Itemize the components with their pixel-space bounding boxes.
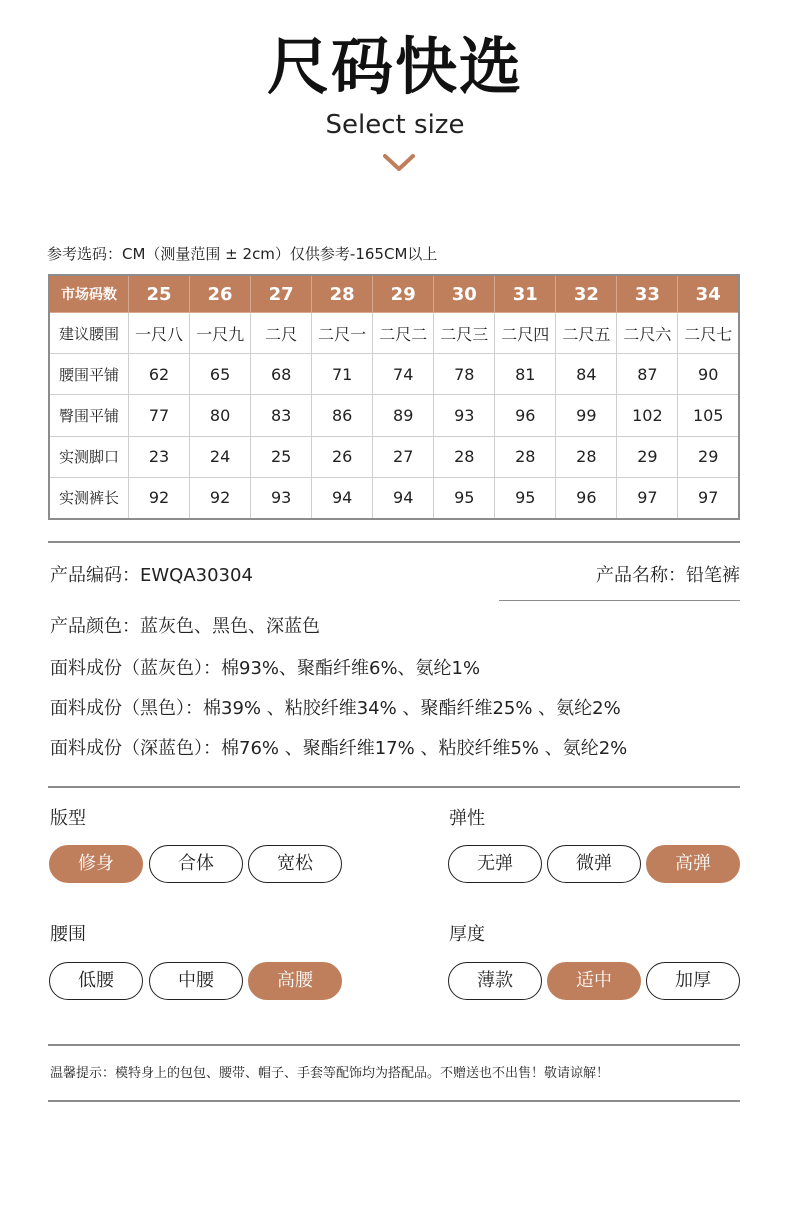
- table-row: [49, 436, 739, 477]
- size-cell: 26: [190, 275, 251, 313]
- size-cell: 25: [129, 275, 190, 313]
- table-cell: 86: [312, 395, 373, 436]
- table-cell: 77: [129, 395, 190, 436]
- size-cell: 29: [373, 275, 434, 313]
- table-cell: 24: [190, 436, 251, 477]
- table-cell: 62: [129, 354, 190, 395]
- thickness-option-thin[interactable]: 薄款: [448, 962, 542, 1000]
- size-header-label: 市场码数: [49, 275, 129, 313]
- divider: [48, 541, 740, 543]
- table-cell: 87: [617, 354, 678, 395]
- table-row: [49, 354, 739, 395]
- fit-label: 版型: [50, 808, 86, 829]
- elasticity-option-slight[interactable]: 微弹: [547, 845, 641, 883]
- waist-option-mid[interactable]: 中腰: [149, 962, 243, 1000]
- size-cell: 30: [434, 275, 495, 313]
- table-cell: 84: [556, 354, 617, 395]
- table-cell: 二尺五: [556, 313, 617, 354]
- fit-option-loose[interactable]: 宽松: [248, 845, 342, 883]
- elasticity-option-high[interactable]: 高弹: [646, 845, 740, 883]
- table-cell: 28: [495, 436, 556, 477]
- waist-option-high[interactable]: 高腰: [248, 962, 342, 1000]
- row-label: 建议腰围: [49, 313, 129, 354]
- table-cell: 二尺: [251, 313, 312, 354]
- table-cell: 27: [373, 436, 434, 477]
- row-label: 实测裤长: [49, 477, 129, 519]
- chevron-down-icon: [382, 152, 416, 174]
- table-cell: 96: [556, 477, 617, 519]
- fabric-bluegray: 面料成份（蓝灰色）：棉93%、聚酯纤维6%、氨纶1%: [50, 658, 481, 679]
- table-cell: 78: [434, 354, 495, 395]
- table-cell: 83: [251, 395, 312, 436]
- row-label: 腰围平铺: [49, 354, 129, 395]
- table-cell: 65: [190, 354, 251, 395]
- size-cell: 27: [251, 275, 312, 313]
- waist-option-low[interactable]: 低腰: [49, 962, 143, 1000]
- size-cell: 28: [312, 275, 373, 313]
- table-cell: 一尺八: [129, 313, 190, 354]
- elasticity-option-none[interactable]: 无弹: [448, 845, 542, 883]
- table-cell: 80: [190, 395, 251, 436]
- divider: [48, 1100, 740, 1102]
- table-cell: 二尺一: [312, 313, 373, 354]
- page-subtitle: Select size: [325, 110, 465, 140]
- table-cell: 102: [617, 395, 678, 436]
- table-cell: 二尺二: [373, 313, 434, 354]
- table-cell: 71: [312, 354, 373, 395]
- table-cell: 28: [434, 436, 495, 477]
- fit-option-slim[interactable]: 修身: [49, 845, 143, 883]
- waist-label: 腰围: [50, 924, 86, 945]
- row-label: 臀围平铺: [49, 395, 129, 436]
- table-cell: 95: [434, 477, 495, 519]
- table-row: [49, 313, 739, 354]
- row-label: 实测脚口: [49, 436, 129, 477]
- table-cell: 95: [495, 477, 556, 519]
- product-name: 产品名称：铅笔裤: [596, 565, 740, 586]
- product-code: 产品编码：EWQA30304: [50, 565, 253, 586]
- fabric-navy: 面料成份（深蓝色）：棉76% 、聚酯纤维17% 、粘胶纤维5% 、氨纶2%: [50, 738, 628, 759]
- thickness-label: 厚度: [449, 924, 485, 945]
- table-cell: 二尺四: [495, 313, 556, 354]
- thickness-option-thick[interactable]: 加厚: [646, 962, 740, 1000]
- size-table: [48, 274, 740, 520]
- size-cell: 33: [617, 275, 678, 313]
- table-row: [49, 477, 739, 519]
- size-cell: 31: [495, 275, 556, 313]
- table-cell: 29: [617, 436, 678, 477]
- table-cell: 28: [556, 436, 617, 477]
- table-cell: 99: [556, 395, 617, 436]
- warm-tip: 温馨提示：模特身上的包包、腰带、帽子、手套等配饰均为搭配品。不赠送也不出售！敬请谅解！: [50, 1066, 610, 1081]
- table-row: [49, 395, 739, 436]
- size-cell: 34: [678, 275, 739, 313]
- size-cell: 32: [556, 275, 617, 313]
- page-title: 尺码快选: [266, 30, 523, 103]
- table-cell: 23: [129, 436, 190, 477]
- table-cell: 二尺六: [617, 313, 678, 354]
- product-colors: 产品颜色：蓝灰色、黑色、深蓝色: [50, 616, 320, 637]
- size-header-row: [49, 275, 739, 313]
- fabric-black: 面料成份（黑色）：棉39% 、粘胶纤维34% 、聚酯纤维25% 、氨纶2%: [50, 698, 621, 719]
- table-cell: 97: [678, 477, 739, 519]
- table-cell: 94: [373, 477, 434, 519]
- table-cell: 92: [190, 477, 251, 519]
- table-cell: 26: [312, 436, 373, 477]
- table-cell: 89: [373, 395, 434, 436]
- table-cell: 25: [251, 436, 312, 477]
- divider: [499, 600, 740, 601]
- table-cell: 一尺九: [190, 313, 251, 354]
- divider: [48, 1044, 740, 1046]
- table-cell: 29: [678, 436, 739, 477]
- table-cell: 105: [678, 395, 739, 436]
- table-cell: 97: [617, 477, 678, 519]
- divider: [48, 786, 740, 788]
- table-cell: 93: [434, 395, 495, 436]
- reference-note: 参考选码：CM（测量范围 ± 2cm）仅供参考-165CM以上: [47, 245, 438, 263]
- elasticity-label: 弹性: [449, 808, 485, 829]
- thickness-option-medium[interactable]: 适中: [547, 962, 641, 1000]
- table-cell: 二尺七: [678, 313, 739, 354]
- table-cell: 81: [495, 354, 556, 395]
- table-cell: 90: [678, 354, 739, 395]
- table-cell: 74: [373, 354, 434, 395]
- table-cell: 二尺三: [434, 313, 495, 354]
- table-cell: 68: [251, 354, 312, 395]
- table-cell: 94: [312, 477, 373, 519]
- table-cell: 93: [251, 477, 312, 519]
- fit-option-regular[interactable]: 合体: [149, 845, 243, 883]
- table-cell: 92: [129, 477, 190, 519]
- table-cell: 96: [495, 395, 556, 436]
